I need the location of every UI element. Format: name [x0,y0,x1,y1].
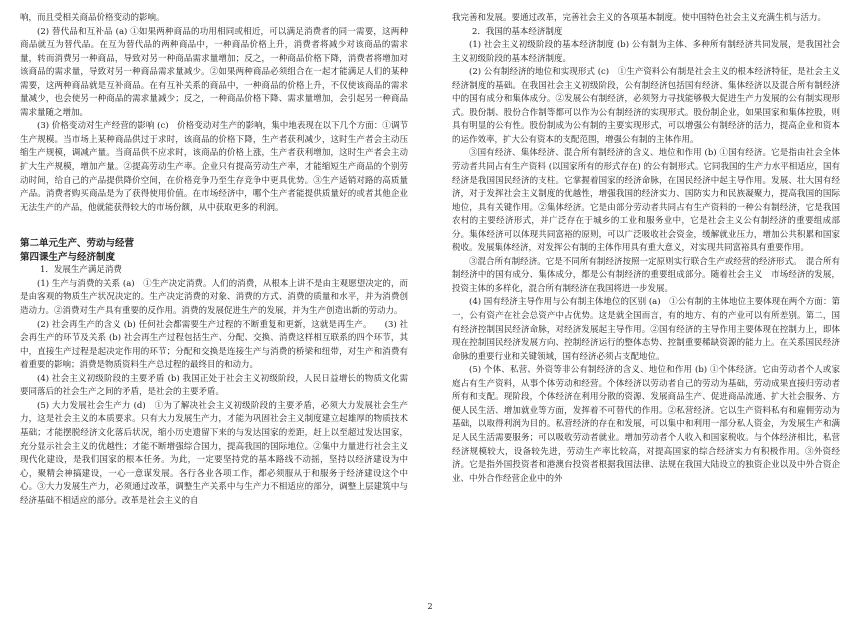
paragraph-public-ownership: (2) 公有制经济的地位和实现形式 (c) ①生产资料公有制是社会主义的根本经济特征，是社会主义经济制度的基础。在我国社会主义初级阶段，公有制经济包括国有经济、集体经济以及混合所有制经济中的国有成分和集体成分。②发展公有制经济，必须努力寻找能够极大促进生产力发展的公有制实现形式。股份制、股份合作制等都可以作为公有制经济的实现形式。股份制企业，如果国家和集体控股，则具有明显的公有性。股份制成为公有制的主要实现形式，可以增强公有制经济的活力，提高企业和资本的运作效率，扩大公有资本的支配范围，增强公有制的主体作用。 [452,67,840,145]
paragraph-production-consumption: (1) 生产与消费的关系 (a) ①生产决定消费。人们的消费，从根本上讲不是由主观愿望决定的，而是由客观的物质生产状况决定的。生产决定消费的对象、消费的方式、消费的质量和水平，并为消费创造动力。②消费对生产具有重要的反作用。消费的发展促进生产的发展，并为生产创造出新的劳动力。 [20,278,408,317]
paragraph-main-contradiction: (4) 社会主义初级阶段的主要矛盾 (b) 我国正处于社会主义初级阶段，人民日益增长的物质文化需要同落后的社会生产之间的矛盾，是社会的主要矛盾。 [20,373,408,398]
paragraph-mixed-ownership: ③混合所有制经济。它是不同所有制经济按照一定原则实行联合生产或经营的经济形式。 混合所有制经济中的国有成分、集体成分，都是公有制经济的重要组成部分。随着社会主义 市场经济的发展，投资主体的多样化，混合所有制经济在我国将进一步发展。 [452,256,840,294]
paragraph-basic-economic-system: (1) 社会主义初级阶段的基本经济制度 (b) 公有制为主体、多种所有制经济共同发展，是我国社会主义初级阶段的基本经济制度。 [452,40,840,64]
paragraph-non-public-economy: (5) 个体、私营、外资等非公有制经济的含义、地位和作用 (b) ①个体经济。它由劳动者个人或家庭占有生产资料，从事个体劳动和经营。个体经济以劳动者自己的劳动为基础，劳动成果直接归劳动者所有和支配。现阶段，个体经济在利用分散的资源、发展商品生产、促进商品流通、扩大社会服务、方便人民生活、增加就业等方面，发挥着不可替代的作用。②私营经济。它以生产资料私有和雇佣劳动为基础，以取得利润为目的。私营经济的存在和发展，可以集中和利用一部分私人资金，为发展生产和满足人民生活需要服务；可以吸收劳动者就业。增加劳动者个人收入和国家税收。与个体经济相比，私营经济规模较大，设备较先进，劳动生产率比较高，对提高国家的综合经济实力有积极作用。③外资经济。它是指外国投资者和港澳台投资者根据我国法律、法规在我国大陆设立的独资企业以及中外合资企业、中外合作经营企业中的外 [452,365,840,484]
page-number: 2 [427,602,433,611]
paragraph-productive-forces: (5) 大力发展社会生产力 (d) ①为了解决社会主义初级阶段的主要矛盾，必须大力发展社会生产力，这是社会主义的本质要求。只有大力发展生产力，才能为巩固社会主义制度建立起雄厚的物质技术基础；才能摆脱经济文化落后状况，缩小历史遗留下来的与发达国家的差距，赶上以至超过发达国家，充分显示社会主义的优越性；才能不断增强综合国力，提高我国的国际地位。②集中力量进行社会主义现代化建设，是我们国家的根本任务。为此，一定要坚持党的基本路线不动摇，坚持以经济建设为中心，聚精会神搞建设，一心一意谋发展。各行各业各项工作，都必须服从于和服务于经济建设这个中心。③大力发展生产力，必须通过改革，调整生产关系中与生产力不相适应的部分，调整上层建筑中与经济基础不相适应的部分。改革是社会主义的自 [20,400,408,506]
subheading-economic-system: 2．我国的基本经济制度 [472,26,563,37]
paragraph-substitutes-complements: (2) 替代品和互补品 (a) ①如果两种商品的功用相同或相近，可以满足消费者的同一需要，这两种商品就互为替代品。在互为替代品的两种商品中，一种商品价格上升，消费者将减少对该商品的需求量，转而消费另一种商品，导致对另一种商品需求量增加；反之，一种商品价格下降，消费者将增加对该商品的需求量，导致对另一种商品需求量减少。②如果两种商品必须组合在一起才能满足人们的某种需要，这两种商品就是互补商品。在有互补关系的商品中，一种商品的价格上升，不仅使该商品的需求量减少，也会使另一种商品的需求量减少；反之，一种商品价格下降、需求量增加，会引起另一种商品需求量随之增加。 [20,26,408,118]
paragraph-state-collective-economy: ③国有经济、集体经济、混合所有制经济的含义、地位和作用 (b) ①国有经济。它是指由社会全体劳动者共同占有生产资料 (以国家所有的形式存在) 的公有制形式。它同我国的生产力水平相适应，国有经济是我国国民经济的支柱。它掌握着国家的经济命脉，在国民经济中起主导作用。发展、壮大国有经济，对于发挥社会主义制度的优越性，增强我国的经济实力、国防实力和民族凝聚力，提高我国的国际地位，具有关键作用。②集体经济。它是由部分劳动者共同占有生产资料的一种公有制经济，它是我国农村的主要经济形式，并广泛存在于城乡的工业和服务业中，它是社会主义公有制经济的重要组成部分。集体经济可以体现共同富裕的原则，可以广泛吸收社会资金，缓解就业压力，增加公共积累和国家税收。发展集体经济，对发挥公有制的主体作用具有重大意义，对实现共同富裕具有重要作用。 [452,148,840,254]
unit-heading: 第二单元生产、劳动与经营 [20,238,135,250]
paragraph-continuation: 我完善和发展。要通过改革，完善社会主义的各项基本制度。使中国特色社会主义充满生机与活力。 [452,13,827,23]
left-column [20,12,408,610]
paragraph-price-impact: (3) 价格变动对生产经营的影响 (c) 价格变动对生产的影响，集中地表现在以下几个方面：①调节生产规模。当市场上某种商品供过于求时，该商品的价格下降，生产者获利减少，这时生产者会主动压缩生产规模，调减产量。当商品供不应求时，该商品的价格上涨，生产者获利增加，这时生产者会主动扩大生产规模，增加产量。②提高劳动生产率。企业只有提高劳动生产率，才能缩短生产商品的个别劳动时间，给自己的产品提供降价空间，在价格竞争乃至生存竞争中更具优势。③生产适销对路的高质量产品。消费者购买商品是为了获得使用价值。在市场经济中，哪个生产者能提供质量好的或者其他企业无法生产的产品，他就能获得较大的市场份额，从中获取更多的利润。 [20,121,408,213]
section-gap [20,215,408,237]
subheading-production-consumption: 1．发展生产满足消费 [40,265,122,276]
right-column [452,12,840,610]
paragraph-dominant-role: (4) 国有经济主导作用与公有制主体地位的区别 (a) ①公有制的主体地位主要体现在两个方面：第一，公有资产在社会总资产中占优势。这是就全国而言，有的地方、有的产业可以有所差别。第二，国有经济控制国民经济命脉，对经济发展起主导作用。②国有经济的主导作用主要体现在控制力上，即体现在控制国民经济发展方向、控制经济运行的整体态势、控制重要稀缺资源的能力上。在关系国民经济命脉的重要行业和关键领域，国有经济必须占支配地位。 [452,297,840,362]
lesson-heading: 第四课生产与经济制度 [20,251,116,263]
paragraph-continuation: 响，而且受相关商品价格变动的影响。 [20,13,165,23]
paragraph-reproduction: (2) 社会再生产的含义 (b) 任何社会都需要生产过程的不断重复和更新，这就是再生产。 (3) 社会再生产的环节及关系 (b) 社会再生产过程包括生产、分配、交换、消费这样相互联系的四个环节，其中，直接生产过程是起决定作用的环节；分配和交换是连接生产与消费的桥梁和纽带，对生产和消费有着重要的影响；消费是物质资料生产总过程的最终目的和动力。 [20,319,408,371]
